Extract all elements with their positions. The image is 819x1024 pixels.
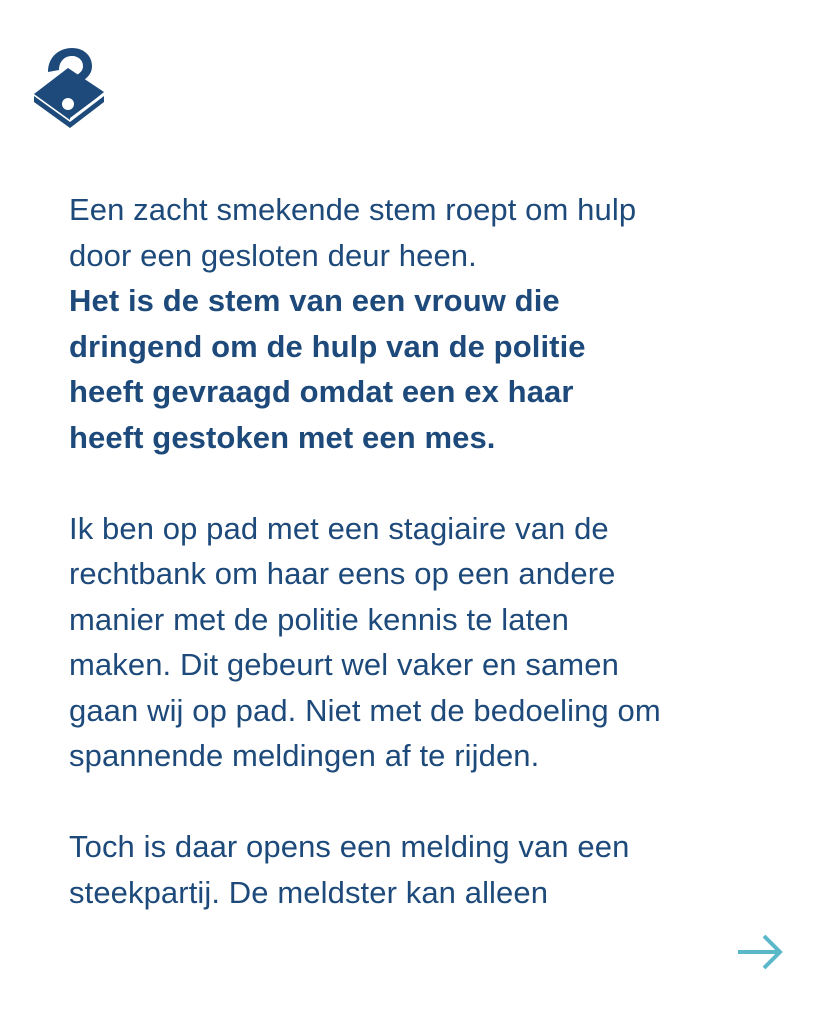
text-line: spannende meldingen af te rijden. (69, 738, 540, 773)
second-paragraph (69, 506, 759, 779)
text-line: heeft gevraagd omdat een ex haar (69, 374, 574, 409)
text-line: rechtbank om haar eens op een andere (69, 556, 616, 591)
next-page-button[interactable] (736, 932, 784, 972)
article-content (69, 187, 759, 915)
text-line: Het is de stem van een vrouw die (69, 283, 560, 318)
text-line: Toch is daar opens een melding van een (69, 829, 630, 864)
text-line: Een zacht smekende stem roept om hulp (69, 192, 637, 227)
text-line: Ik ben op pad met een stagiaire van de (69, 510, 609, 546)
intro-paragraph (69, 187, 759, 278)
text-line: steekpartij. De meldster kan alleen (69, 874, 549, 910)
text-line: gaan wij op pad. Niet met de bedoeling om (69, 692, 661, 728)
third-paragraph (69, 824, 759, 915)
paragraph-spacer (69, 460, 759, 506)
arrow-right-icon (736, 932, 784, 972)
text-line: door een gesloten deur heen. (69, 237, 477, 273)
text-line: maken. Dit gebeurt wel vaker en samen (69, 647, 619, 682)
text-line: heeft gestoken met een mes. (69, 419, 496, 455)
text-line: manier met de politie kennis te laten (69, 601, 569, 637)
question-book-icon (30, 44, 106, 130)
text-line: dringend om de hulp van de politie (69, 328, 586, 364)
emphasis-paragraph (69, 278, 759, 460)
paragraph-spacer (69, 779, 759, 825)
